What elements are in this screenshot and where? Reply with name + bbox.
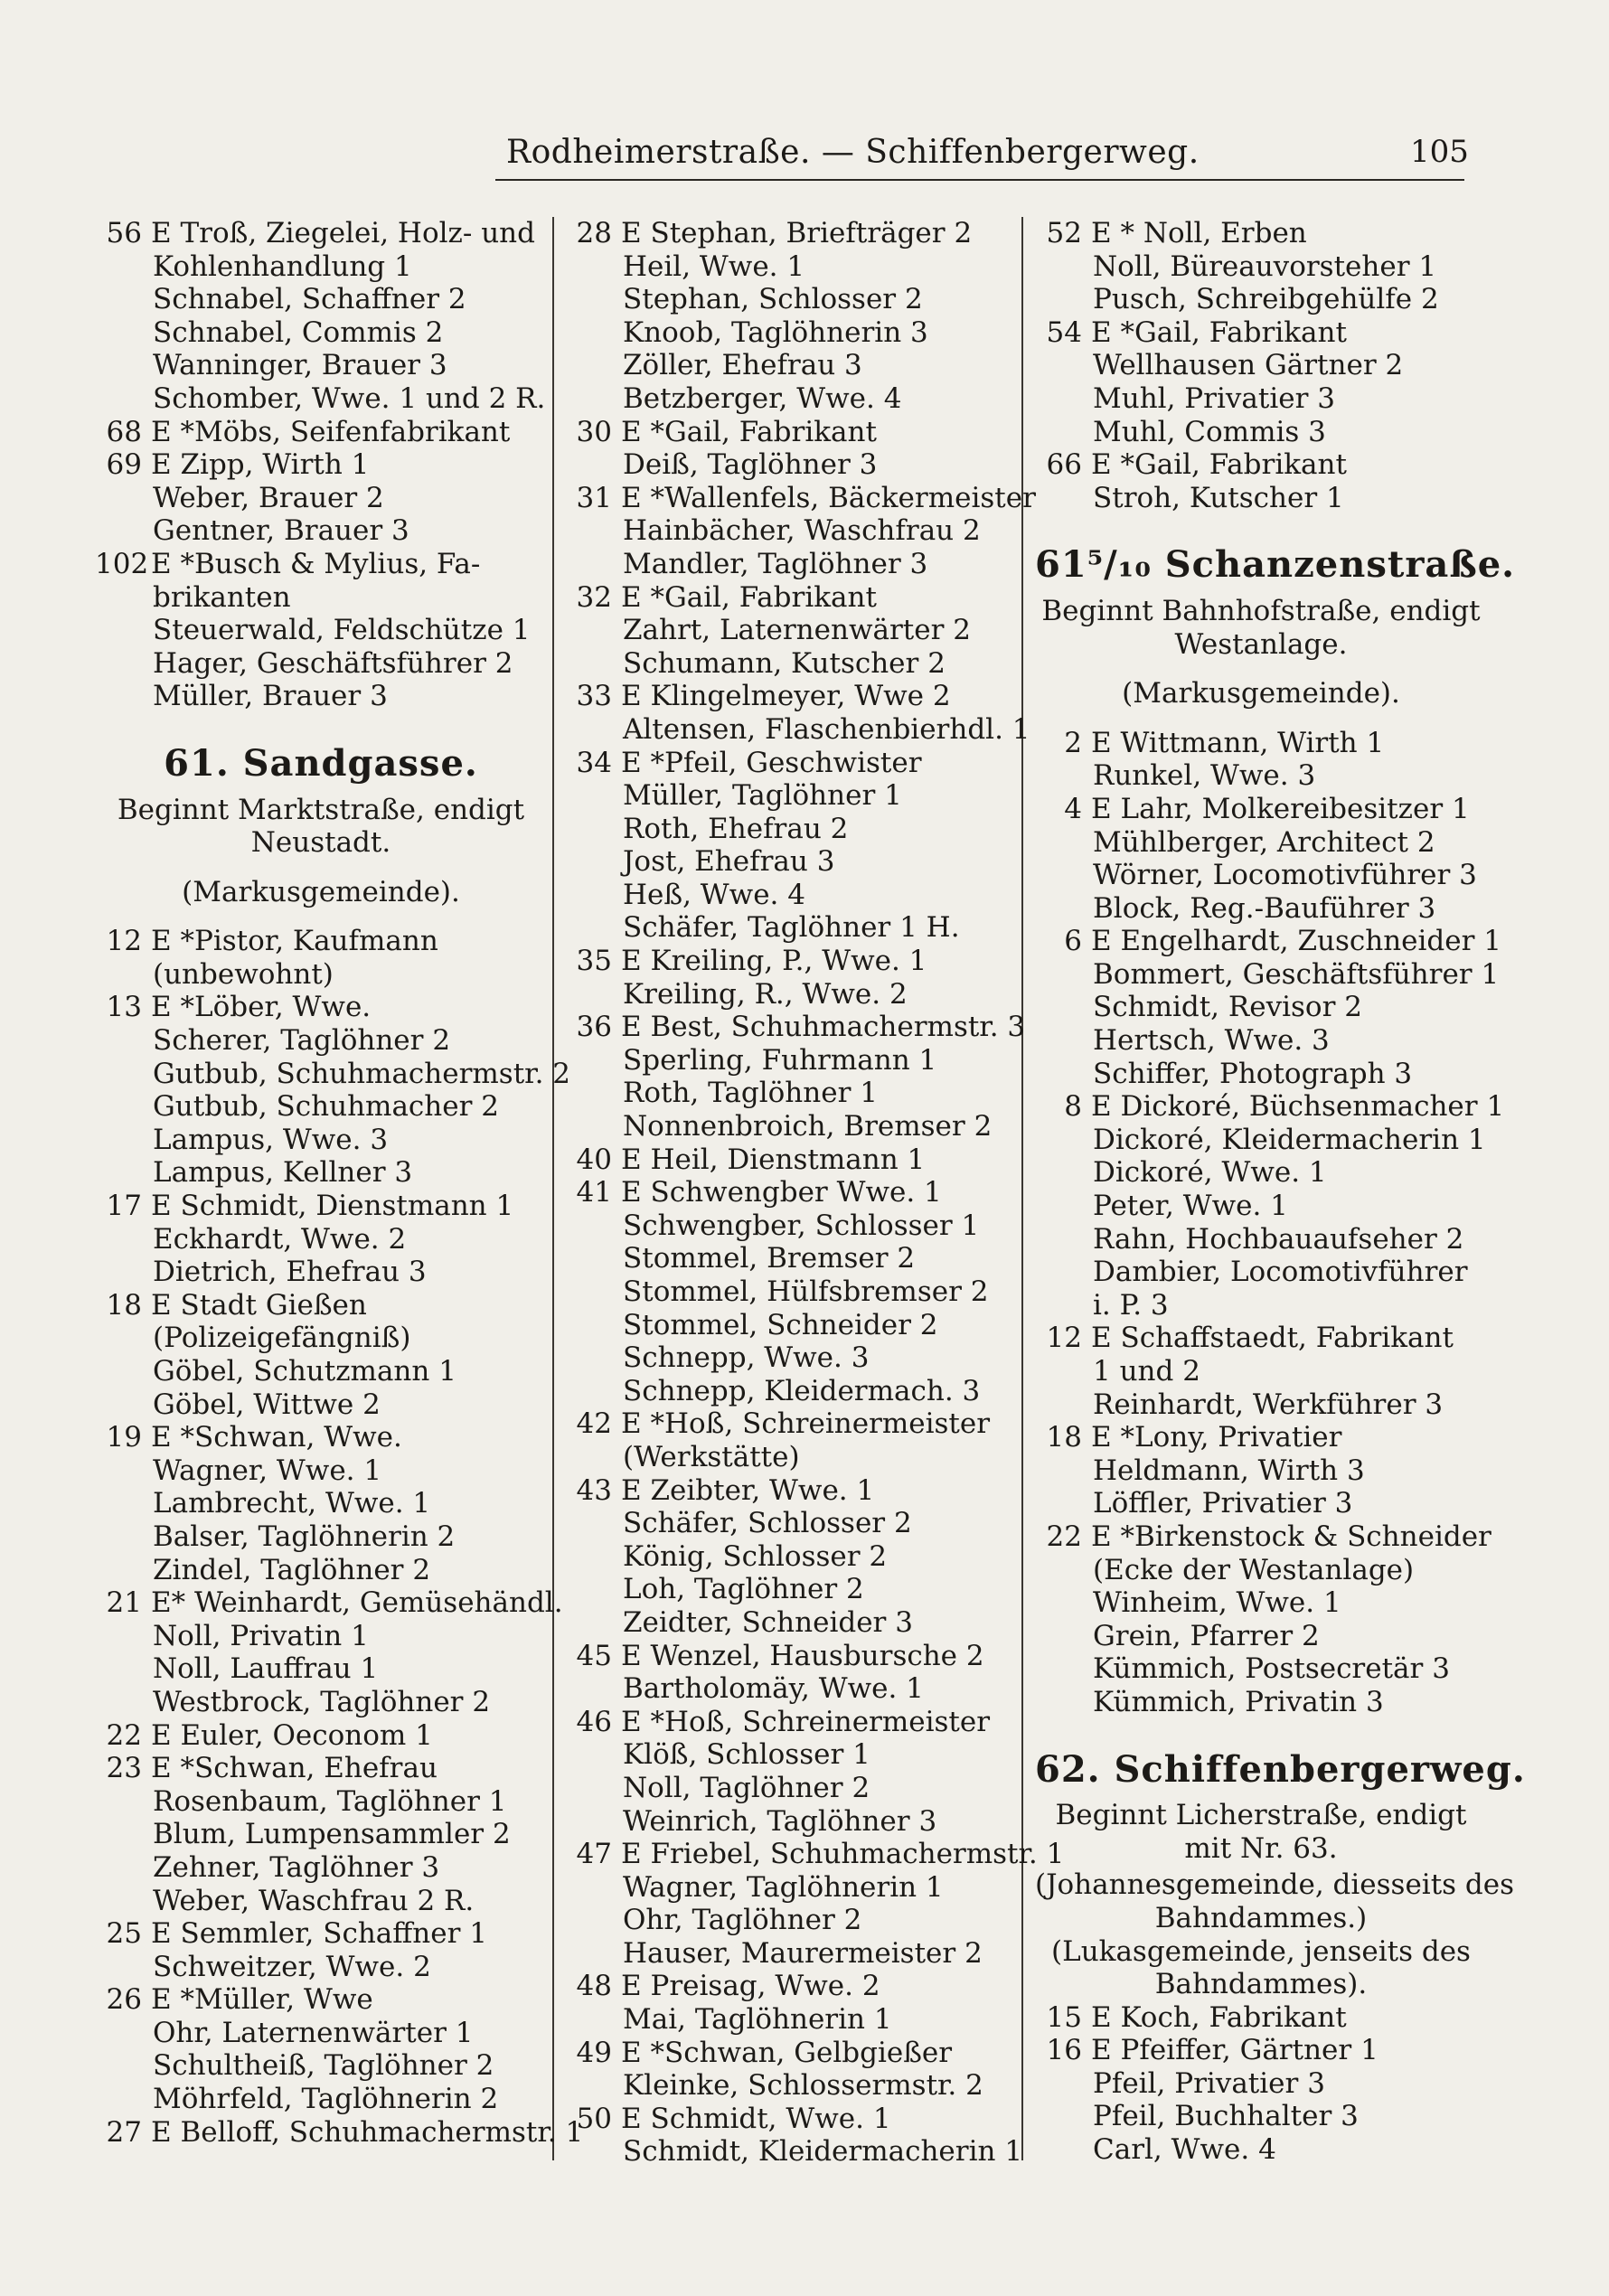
resident-line: Mühlberger, Architect 2 [1093,825,1435,859]
resident-line: Bommert, Geschäftsführer 1 [1093,957,1500,991]
resident-line: Stommel, Hülfsbremser 2 [623,1275,989,1308]
column-divider-left [552,217,554,2160]
street-heading-schanzenstrasse: 61⁵/₁₀ Schanzenstraße. [1035,543,1516,587]
directory-entry [1035,217,1487,250]
house-number: 15 [1046,2000,1082,2034]
resident-line: Hager, Geschäftsführer 2 [153,646,513,680]
resident-line: Löffler, Privatier 3 [1093,1487,1353,1520]
resident-line: Kümmich, Privatin 3 [1093,1685,1384,1718]
owner-text: E Schaffstaedt, Fabrikant [1091,1322,1454,1355]
resident-line: Zeidter, Schneider 3 [623,1605,913,1639]
resident-line: Heil, Wwe. 1 [623,249,805,283]
owner-text: E *Gail, Fabrikant [621,580,877,614]
resident-line: Roth, Ehefrau 2 [623,812,849,845]
house-number: 26 [106,1983,142,2017]
directory-entry [95,448,547,482]
house-number: 50 [576,2102,612,2135]
directory-entry [565,747,1017,780]
resident-line: Weber, Brauer 2 [153,481,384,514]
house-number: 69 [106,448,142,482]
directory-entry [565,2103,1017,2136]
directory-entry [565,1176,1017,1209]
resident-line: (unbewohnt) [153,957,334,991]
directory-entry [565,1143,1017,1177]
resident-line: Reinhardt, Werkführer 3 [1093,1388,1444,1421]
resident-line: Pfeil, Privatier 3 [1093,2066,1325,2100]
directory-entry [565,217,1017,250]
resident-line: Schiffer, Photograph 3 [1093,1057,1413,1090]
house-number: 48 [576,1970,612,2003]
resident-line: Kümmich, Postsecretär 3 [1093,1652,1450,1686]
owner-text: E *Lony, Privatier [1091,1421,1342,1454]
resident-line: Muhl, Commis 3 [1093,415,1326,448]
directory-entry [95,217,547,250]
directory-entry [95,1289,547,1322]
house-number: 23 [106,1752,142,1785]
owner-text: E Heil, Dienstmann 1 [621,1143,926,1176]
resident-line: Möhrfeld, Taglöhnerin 2 [153,2083,499,2116]
parish-note-line: (Johannesgemeinde, diesseits des [1035,1868,1515,1902]
resident-line: Dambier, Locomotivführer [1093,1256,1468,1289]
resident-line: Rahn, Hochbauaufseher 2 [1093,1222,1464,1256]
owner-text: E Friebel, Schuhmachermstr. 1 [621,1838,1065,1871]
house-number: 32 [576,580,612,614]
street-description-line: Beginnt Bahnhofstraße, endigt [1041,594,1481,627]
house-number: 8 [1064,1090,1082,1124]
owner-text: E* Weinhardt, Gemüsehändl. [151,1586,563,1620]
owner-text: E *Pistor, Kaufmann [151,925,438,958]
resident-line: Eckhardt, Wwe. 2 [153,1222,407,1256]
resident-line: Göbel, Schutzmann 1 [153,1355,456,1388]
house-number: 28 [576,217,612,249]
resident-line: Pusch, Schreibgehülfe 2 [1093,283,1439,316]
directory-entry [1035,448,1487,482]
parish-note: (Markusgemeinde). [1122,677,1400,710]
resident-line: Stommel, Schneider 2 [623,1308,938,1341]
resident-line: Schomber, Wwe. 1 und 2 R. [153,381,546,415]
owner-text: E Preisag, Wwe. 2 [621,1970,880,2003]
page-number: 105 [1410,134,1469,170]
house-number: 36 [576,1011,612,1044]
street-description [1035,595,1487,661]
resident-line: Müller, Taglöhner 1 [623,779,902,813]
directory-entry [565,2037,1017,2070]
owner-text: E *Gail, Fabrikant [1091,448,1347,482]
house-number: 45 [576,1639,612,1672]
directory-entry [95,1752,547,1785]
parish-note-line: Bahndammes.) [1154,1901,1368,1934]
owner-text: E Dickoré, Büchsenmacher 1 [1091,1090,1505,1124]
house-number: 6 [1064,925,1082,958]
resident-line: Klöß, Schlosser 1 [623,1738,870,1772]
house-number: 34 [576,746,612,779]
resident-line: Blum, Lumpensammler 2 [153,1818,511,1851]
resident-line: Hainbächer, Waschfrau 2 [623,514,981,548]
directory-entry [95,1719,547,1753]
resident-line: Block, Reg.-Bauführer 3 [1093,891,1436,925]
house-number: 22 [1046,1520,1082,1553]
house-number: 2 [1064,726,1082,759]
directory-entry [95,548,547,581]
house-number: 56 [106,217,142,249]
house-number: 18 [1046,1421,1082,1454]
resident-line: Noll, Büreauvorsteher 1 [1093,249,1437,283]
resident-line: (Werkstätte) [623,1440,800,1473]
resident-line: Mandler, Taglöhner 3 [623,547,928,580]
column-3 [1035,217,1526,2169]
house-number: 17 [106,1190,142,1223]
house-number: 66 [1046,448,1082,482]
directory-entry [1035,1322,1487,1355]
resident-line: Stroh, Kutscher 1 [1093,481,1344,514]
resident-line: Steuerwald, Feldschütze 1 [153,614,531,647]
house-number: 4 [1064,792,1082,825]
directory-entry [1035,316,1487,350]
resident-line: Hauser, Maurermeister 2 [623,1936,983,1970]
resident-line: i. P. 3 [1093,1288,1169,1322]
directory-entry [1035,2034,1487,2067]
owner-text: E Zipp, Wirth 1 [151,448,370,482]
resident-line: Schwengber, Schlosser 1 [623,1209,980,1242]
resident-line: Dietrich, Ehefrau 3 [153,1256,427,1289]
resident-line: Schnabel, Schaffner 2 [153,283,466,316]
resident-line: Knoob, Taglöhnerin 3 [623,315,928,349]
resident-line: Lampus, Kellner 3 [153,1156,413,1190]
resident-line: Balser, Taglöhnerin 2 [153,1520,456,1553]
page-header [0,134,1469,179]
house-number: 68 [106,415,142,448]
house-number: 25 [106,1917,142,1951]
owner-text: E Semmler, Schaffner 1 [151,1917,488,1951]
house-number: 43 [576,1473,612,1507]
owner-text: E Pfeiffer, Gärtner 1 [1091,2034,1378,2067]
owner-text: E Wenzel, Hausbursche 2 [621,1639,984,1672]
house-number: 21 [106,1586,142,1620]
house-number: 102 [95,547,149,580]
parish-note-line: Bahndammes). [1154,1968,1368,2001]
directory-entry [565,680,1017,713]
owner-text: E *Wallenfels, Bäckermeister [621,481,1036,514]
resident-line: Schäfer, Taglöhner 1 H. [623,911,960,945]
column-1 [95,217,584,2169]
resident-line: Gutbub, Schuhmachermstr. 2 [153,1057,571,1090]
directory-entry [95,1421,547,1454]
resident-line: Kohlenhandlung 1 [153,249,412,283]
resident-line: Nonnenbroich, Bremser 2 [623,1110,993,1143]
resident-line: Noll, Taglöhner 2 [623,1771,870,1804]
resident-line: Runkel, Wwe. 3 [1093,759,1316,793]
directory-entry [1035,727,1487,760]
directory-entry [1035,2001,1487,2035]
directory-entry [95,416,547,449]
owner-text: E Wittmann, Wirth 1 [1091,726,1385,759]
street-description [95,794,547,860]
resident-line: (Ecke der Westanlage) [1093,1553,1415,1586]
resident-line: Sperling, Fuhrmann 1 [623,1043,937,1077]
street-heading-schiffenbergerweg: 62. Schiffenbergerweg. [1035,1747,1526,1791]
resident-line: Schweitzer, Wwe. 2 [153,1950,431,1983]
owner-text: E Koch, Fabrikant [1091,2000,1347,2034]
resident-line: Ohr, Taglöhner 2 [623,1904,862,1937]
house-number: 18 [106,1288,142,1322]
directory-entry [565,581,1017,615]
directory-entry [95,1586,563,1620]
house-number: 47 [576,1838,612,1871]
resident-line: Bartholomäy, Wwe. 1 [623,1672,924,1706]
house-number: 49 [576,2036,612,2069]
house-number: 46 [576,1705,612,1738]
street-description-line: Westanlage. [1174,627,1348,661]
resident-line: Dickoré, Kleidermacherin 1 [1093,1123,1486,1156]
owner-text: E *Gail, Fabrikant [1091,315,1347,349]
resident-line: Müller, Brauer 3 [153,680,388,713]
directory-entry [95,991,547,1024]
house-number: 12 [106,925,142,958]
owner-text: E *Pfeil, Geschwister [621,746,922,779]
owner-text: E Best, Schuhmachermstr. 3 [621,1011,1026,1044]
parish-note: (Markusgemeinde). [182,875,460,908]
directory-entry [1035,925,1502,958]
resident-line: Schnabel, Commis 2 [153,315,444,349]
resident-line: Stephan, Schlosser 2 [623,283,923,316]
resident-line: Wörner, Locomotivführer 3 [1093,859,1477,892]
directory-entry [565,1640,1017,1673]
house-number: 40 [576,1143,612,1176]
owner-text: E *Hoß, Schreinermeister [621,1407,991,1441]
house-number: 42 [576,1407,612,1441]
street-heading-sandgasse: 61. Sandgasse. [164,741,478,785]
house-number: 16 [1046,2034,1082,2067]
parish-note [1035,1868,1515,2001]
resident-line: Lambrecht, Wwe. 1 [153,1487,431,1520]
resident-line: Gutbub, Schuhmacher 2 [153,1090,499,1124]
resident-line: Zindel, Taglöhner 2 [153,1553,431,1586]
resident-line: Wagner, Wwe. 1 [153,1454,382,1487]
owner-text: E *Schwan, Wwe. [151,1421,402,1454]
resident-line: Ohr, Laternenwärter 1 [153,2016,474,2049]
directory-entry [565,1011,1026,1044]
owner-text: E Stadt Gießen [151,1288,367,1322]
street-description-line: Beginnt Marktstraße, endigt [117,793,525,826]
street-description-line: Beginnt Licherstraße, endigt [1055,1799,1467,1832]
directory-entry [565,945,1017,978]
house-number: 54 [1046,315,1082,349]
owner-text: E Euler, Oeconom 1 [151,1718,433,1752]
entry-list [95,925,584,2149]
resident-line: Kreiling, R., Wwe. 2 [623,977,908,1011]
owner-text: E Schmidt, Wwe. 1 [621,2102,891,2135]
house-number: 31 [576,481,612,514]
house-number: 13 [106,991,142,1024]
entry-list [95,217,547,713]
owner-text: E Belloff, Schuhmachermstr. 1 [151,2115,584,2149]
street-description-line: mit Nr. 63. [1184,1831,1338,1865]
resident-line: Roth, Taglöhner 1 [623,1077,878,1110]
resident-line: Pfeil, Buchhalter 3 [1093,2100,1359,2133]
resident-line: Wagner, Taglöhnerin 1 [623,1870,944,1904]
directory-entry [95,1917,547,1951]
owner-text: E Zeibter, Wwe. 1 [621,1473,875,1507]
resident-line: Winheim, Wwe. 1 [1093,1586,1341,1620]
resident-line: Lampus, Wwe. 3 [153,1123,389,1156]
owner-text: E Troß, Ziegelei, Holz- und [151,217,535,249]
owner-text: E Schwengber Wwe. 1 [621,1176,942,1209]
directory-entry [1035,1520,1491,1554]
resident-line: Carl, Wwe. 4 [1093,2133,1276,2167]
house-number: 19 [106,1421,142,1454]
directory-entry [95,1983,547,2017]
directory-entry [565,1970,1017,2003]
directory-entry [565,1474,1017,1508]
owner-text: E *Müller, Wwe [151,1983,373,2017]
resident-line: Schmidt, Revisor 2 [1093,991,1362,1024]
entry-list [1035,726,1505,1719]
resident-line: Stommel, Bremser 2 [623,1242,916,1275]
resident-line: Heß, Wwe. 4 [623,878,805,911]
resident-line: Göbel, Wittwe 2 [153,1388,381,1421]
house-number: 41 [576,1176,612,1209]
resident-line: Betzberger, Wwe. 4 [623,381,902,415]
resident-line: 1 und 2 [1093,1355,1200,1388]
resident-line: Zehner, Taglöhner 3 [153,1850,440,1884]
resident-line: Gentner, Brauer 3 [153,514,409,548]
owner-text: E Lahr, Molkereibesitzer 1 [1091,792,1470,825]
owner-text: E Schmidt, Dienstmann 1 [151,1190,514,1223]
resident-line: Zahrt, Laternenwärter 2 [623,614,971,647]
owner-text: E *Möbs, Seifenfabrikant [151,415,511,448]
directory-entry [565,1407,1017,1441]
resident-line: Muhl, Privatier 3 [1093,381,1335,415]
resident-line: Rosenbaum, Taglöhner 1 [153,1784,507,1818]
owner-text: E Kreiling, P., Wwe. 1 [621,945,927,978]
running-title: Rodheimerstraße. — Schiffenbergerweg. [506,134,1200,171]
resident-line: Deiß, Taglöhner 3 [623,448,878,482]
owner-text: E *Hoß, Schreinermeister [621,1705,991,1738]
directory-entry [565,416,1017,449]
resident-line: König, Schlosser 2 [623,1539,888,1573]
owner-text: E *Schwan, Ehefrau [151,1752,438,1785]
directory-entry [1035,793,1487,826]
header-rule [495,179,1464,181]
house-number: 52 [1046,217,1082,249]
house-number: 33 [576,680,612,713]
resident-line: Altensen, Flaschenbierhdl. 1 [623,712,1030,746]
resident-line: Westbrock, Taglöhner 2 [153,1685,491,1718]
resident-line: Schumann, Kutscher 2 [623,646,946,680]
resident-line: Wellhausen Gärtner 2 [1093,349,1404,382]
resident-line: Noll, Lauffrau 1 [153,1652,379,1686]
resident-line: Schultheiß, Taglöhner 2 [153,2049,494,2083]
entry-list [1035,2001,1487,2167]
owner-text: E *Gail, Fabrikant [621,415,877,448]
street-description-line: Neustadt. [250,826,391,860]
owner-text: E Klingelmeyer, Wwe 2 [621,680,951,713]
directory-entry [95,925,547,958]
resident-line: (Polizeigefängniß) [153,1322,411,1355]
resident-line: Grein, Pfarrer 2 [1093,1619,1320,1652]
resident-line: Noll, Privatin 1 [153,1619,369,1652]
parish-note-line: (Lukasgemeinde, jenseits des [1051,1934,1471,1968]
owner-text: E *Birkenstock & Schneider [1091,1520,1491,1553]
resident-line: Loh, Taglöhner 2 [623,1573,864,1606]
resident-line: Schnepp, Kleidermach. 3 [623,1374,981,1407]
owner-text: E *Busch & Mylius, Fa- [151,547,481,580]
directory-entry [565,481,1036,515]
resident-line: Peter, Wwe. 1 [1093,1190,1288,1223]
resident-line: Schmidt, Kleidermacherin 1 [623,2135,1023,2169]
owner-text: E *Löber, Wwe. [151,991,372,1024]
owner-text: E * Noll, Erben [1091,217,1307,249]
house-number: 22 [106,1718,142,1752]
resident-line: Wanninger, Brauer 3 [153,349,447,382]
owner-text: E Stephan, Briefträger 2 [621,217,973,249]
resident-line: Weinrich, Taglöhner 3 [623,1804,937,1838]
resident-line: Schäfer, Schlosser 2 [623,1507,912,1540]
resident-line: Scherer, Taglöhner 2 [153,1024,451,1058]
resident-line: Zöller, Ehefrau 3 [623,349,862,382]
directory-entry [95,1190,547,1223]
entry-list [1035,217,1487,514]
house-number: 12 [1046,1322,1082,1355]
directory-entry [565,1838,1065,1871]
resident-line: brikanten [153,580,291,614]
resident-line: Dickoré, Wwe. 1 [1093,1156,1327,1190]
house-number: 35 [576,945,612,978]
resident-line: Jost, Ehefrau 3 [623,845,835,879]
resident-line: Kleinke, Schlossermstr. 2 [623,2069,983,2103]
resident-line: Schnepp, Wwe. 3 [623,1341,870,1375]
directory-entry [95,2115,584,2150]
owner-text: E *Schwan, Gelbgießer [621,2036,953,2069]
directory-entry [1035,1090,1505,1124]
house-number: 30 [576,415,612,448]
house-number: 27 [106,2115,142,2149]
directory-entry [565,1706,1017,1739]
resident-line: Heldmann, Wirth 3 [1093,1454,1365,1487]
owner-text: E Engelhardt, Zuschneider 1 [1091,925,1502,958]
resident-line: Hertsch, Wwe. 3 [1093,1024,1330,1058]
directory-entry [1035,1421,1487,1454]
resident-line: Mai, Taglöhnerin 1 [623,2003,892,2037]
resident-line: Weber, Waschfrau 2 R. [153,1884,475,1917]
street-description [1035,1799,1487,1865]
